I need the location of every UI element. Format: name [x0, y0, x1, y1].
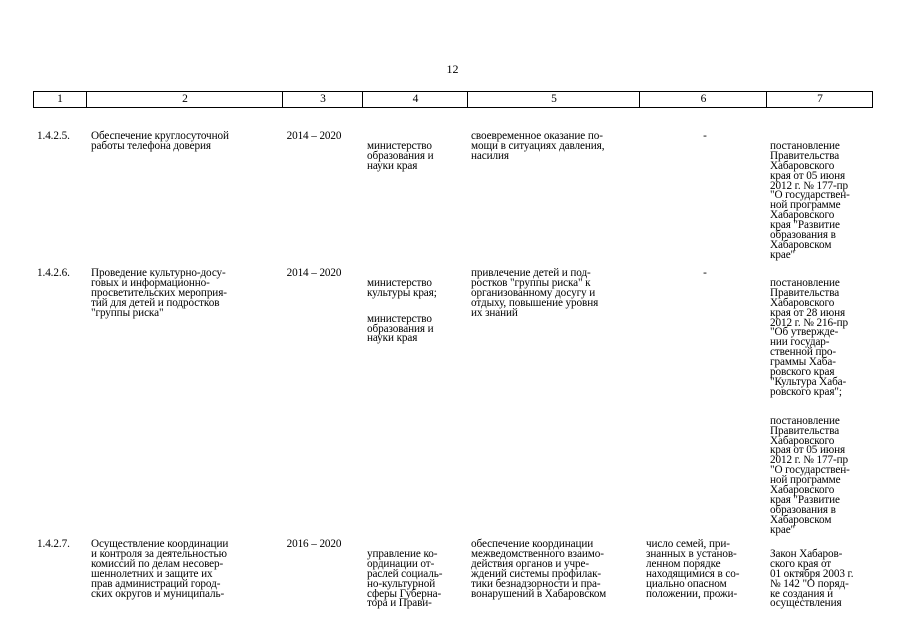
indicator: -	[703, 130, 707, 142]
document-item: постановление Правительства Хабаровского края от 05 июня 2012 г. № 177-пр "О государствен- ной программе Хабаровского края "Развитие образования в Хабаровском крае"	[770, 139, 850, 261]
row-number: 1.4.2.6.	[37, 267, 70, 279]
legal-document	[770, 132, 875, 280]
header-col-5: 5	[467, 92, 640, 107]
executor-item: министерство образования и науки края	[367, 312, 434, 345]
header-col-3: 3	[282, 92, 363, 107]
executor	[367, 540, 462, 625]
activity-name: Обеспечение круглосуточной работы телефона доверия	[91, 130, 229, 152]
legal-document	[770, 540, 875, 628]
header-col-6: 6	[639, 92, 767, 107]
page-number: 12	[446, 62, 459, 76]
period: 2014 – 2020	[286, 267, 342, 279]
header-col-4: 4	[362, 92, 468, 107]
indicator: число семей, при- знанных в установ- ленном порядке находящимися в со- циально опасном положении, прожи-	[646, 538, 740, 600]
header-col-2: 2	[86, 92, 283, 107]
document-item: постановление Правительства Хабаровского края от 05 июня 2012 г. № 177-пр "О государствен- ной программе Хабаровского края "Развитие образования в Хабаровском крае"	[770, 414, 850, 536]
expected-result: обеспечение координации межведомственного взаимо- действия органов и учре- ждений системы профилак- тики безнадзорности и пра- вонарушений в Хабаровском	[471, 538, 607, 600]
executor	[367, 269, 462, 360]
row-number: 1.4.2.7.	[37, 538, 70, 550]
document-item: Закон Хабаров- ского края от 01 октября 2003 г. № 142 "О поряд- ке создания и осуществления	[770, 547, 854, 610]
executor-item: управление ко- ординации от- раслей социаль- но-культурной сферы Губерна- тора и Прави-	[367, 547, 443, 610]
expected-result: привлечение детей и под- ростков "группы риска" к организованному досугу и отдыху, повышение уровня их знаний	[471, 267, 599, 319]
document-item: постановление Правительства Хабаровского края от 28 июня 2012 г. № 216-пр "Об утвержде- нии государ- ственной про- граммы Хаба- ровского края "Культура Хаба- ровского края";	[770, 276, 849, 398]
expected-result: своевременное оказание по- мощи в ситуациях давления, насилия	[471, 130, 605, 162]
executor	[367, 132, 462, 188]
legal-document	[770, 269, 875, 554]
executor-item: министерство образования и науки края	[367, 139, 434, 172]
activity-name: Проведение культурно-досу- говых и информационно- просветительских мероприя- тий для детей и подростков "группы риска"	[91, 267, 227, 319]
header-col-1: 1	[57, 93, 63, 105]
executor-item: министерство культуры края;	[367, 276, 437, 299]
indicator: -	[703, 267, 707, 279]
period: 2014 – 2020	[286, 130, 342, 142]
activity-name: Осуществление координации и контроля за деятельностью комиссий по делам несовер- шеннолетних и защите их прав администраций город- ских округов и муниципаль-	[91, 538, 229, 600]
period: 2016 – 2020	[286, 538, 342, 550]
table-header-row	[33, 91, 873, 108]
row-number: 1.4.2.5.	[37, 130, 70, 142]
header-col-7: 7	[766, 92, 873, 107]
